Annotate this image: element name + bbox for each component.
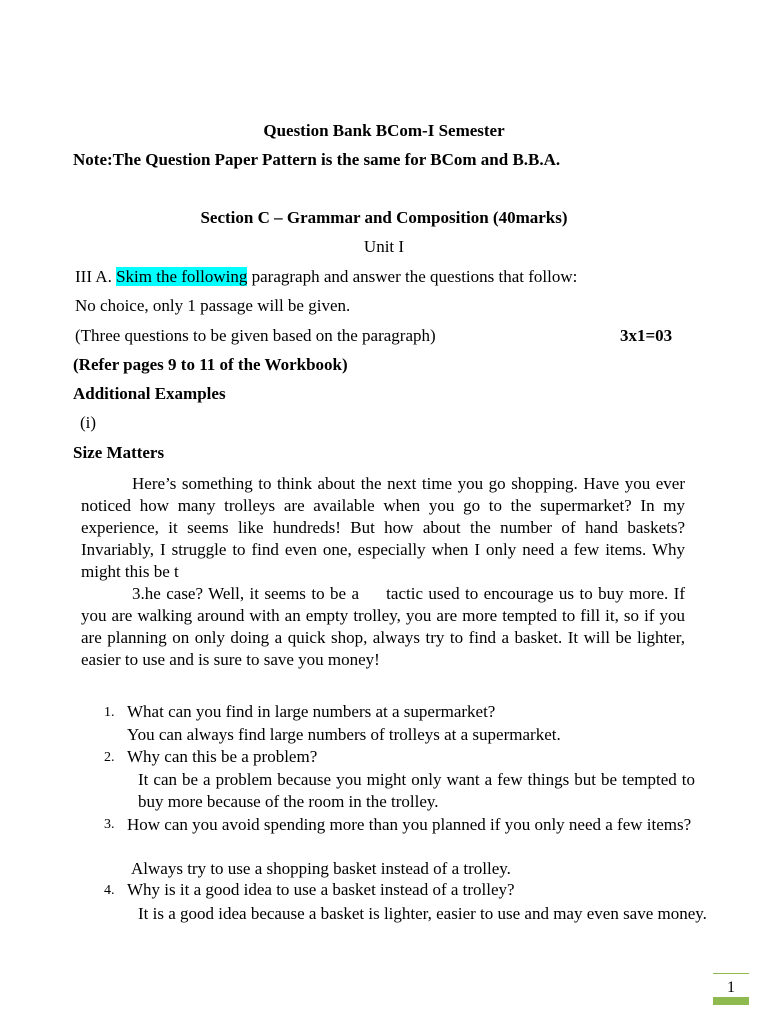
answer-text: Always try to use a shopping basket instead of a trolley. [131,859,511,878]
instruction-suffix: paragraph and answer the questions that follow: [247,267,578,286]
question-text: Why can this be a problem? [127,747,318,766]
marks-label: 3x1=03 [620,326,673,345]
passage-paragraph-2: 3.he case? Well, it seems to be a tactic used to encourage us to buy more. If you are walking around with an empty trolley, you are more tempted to fill it, so if you are planning on only doing a quick shop, always try to find a basket. It will be lighter, easier to use and is sure to save you money! [81,584,685,669]
page-number-bar [713,997,749,1005]
highlighted-text: Skim the following [116,267,248,286]
questions-note: (Three questions to be given based on the paragraph) [75,326,436,345]
passage-title: Size Matters [73,443,165,462]
question-number: 4. [104,883,115,898]
instruction-line [75,267,577,287]
question-text: Why is it a good idea to use a basket instead of a trolley? [127,880,515,899]
page-number-rule [713,973,749,974]
unit-heading: Unit I [363,237,405,256]
document-title: Question Bank BCom-I Semester [263,121,505,140]
question-number: 1. [104,705,115,720]
pattern-note: Note:The Question Paper Pattern is the same for BCom and B.B.A. [73,150,561,169]
question-text: What can you find in large numbers at a supermarket? [127,702,496,721]
question-text: How can you avoid spending more than you planned if you only need a few items? [127,815,692,834]
passage-body [81,473,685,671]
additional-examples-heading: Additional Examples [73,384,226,403]
example-number: (i) [80,413,97,432]
passage-paragraph-1: Here’s something to think about the next time you go shopping. Have you ever noticed how many trolleys are available when you go to the supermarket? In my experience, it seems like hundreds! But how about the number of hand baskets? Invariably, I struggle to find even one, especially when I only need a few items. Why might this be t [81,474,685,581]
page-number: 1 [727,979,735,996]
question-number: 3. [104,817,115,832]
choice-note: No choice, only 1 passage will be given. [75,296,351,315]
answer-text: It can be a problem because you might only want a few things but be tempted to buy more because of the room in the trolley. [138,770,695,811]
answer-text: You can always find large numbers of trolleys at a supermarket. [127,725,561,744]
section-title: Section C – Grammar and Composition (40marks) [200,208,568,227]
instruction-prefix: III A. [75,267,117,286]
question-number: 2. [104,750,115,765]
workbook-reference: (Refer pages 9 to 11 of the Workbook) [73,355,348,374]
answer-text: It is a good idea because a basket is lighter, easier to use and may even save money. [138,904,707,923]
